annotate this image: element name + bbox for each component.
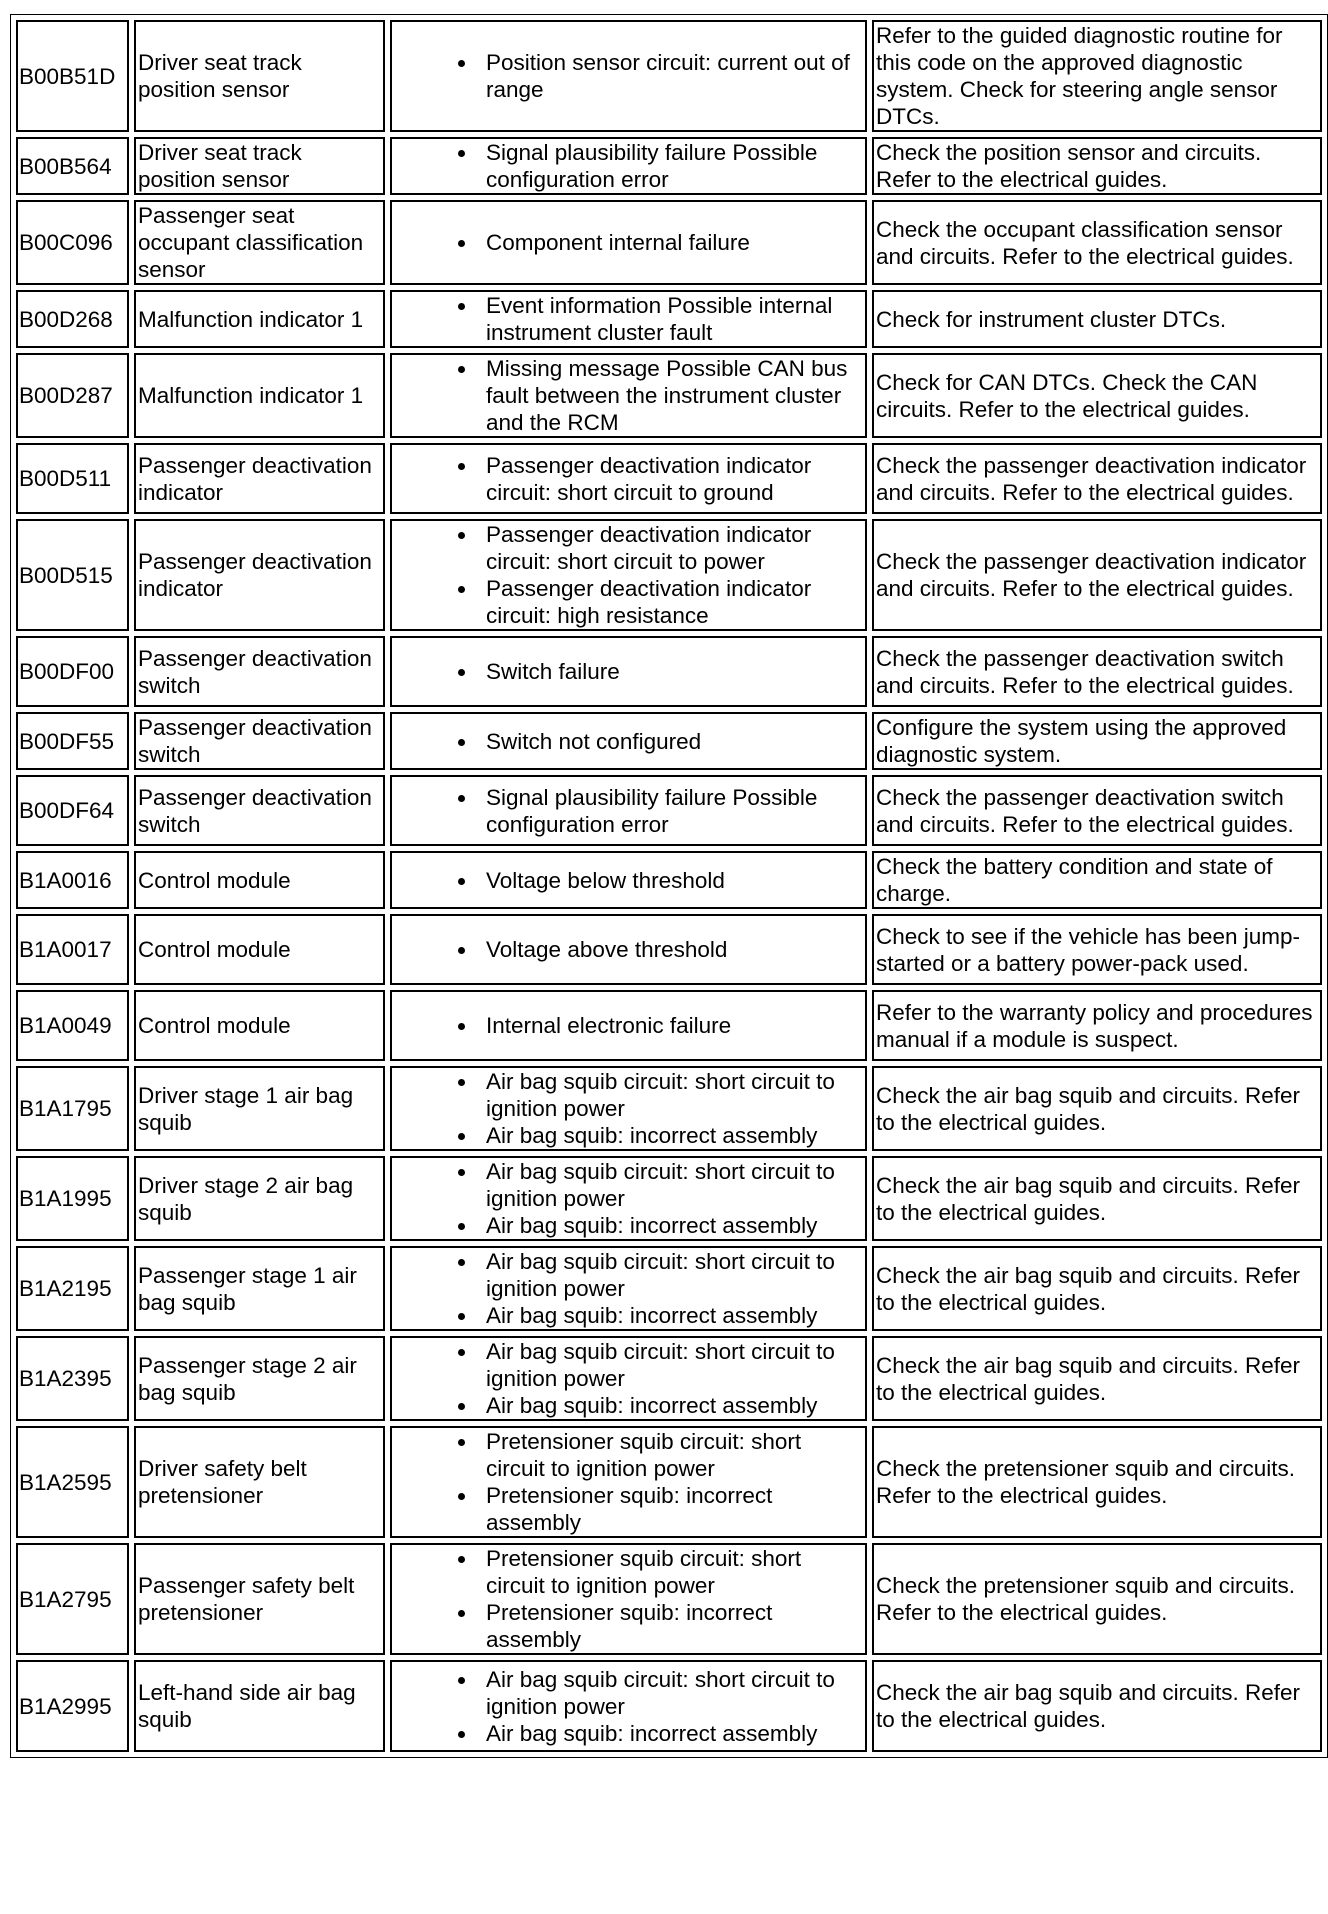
possible-cause-item: • Switch not configured bbox=[478, 728, 863, 755]
action-cell: Check the passenger deactivation indicator and circuits. Refer to the electrical guides. bbox=[872, 443, 1322, 514]
component-cell: Passenger seat occupant classification sensor bbox=[134, 200, 385, 285]
possible-cause-item: • Passenger deactivation indicator circuit: high resistance bbox=[478, 575, 863, 629]
dtc-code-cell: B1A0049 bbox=[16, 990, 129, 1061]
component-cell: Malfunction indicator 1 bbox=[134, 290, 385, 348]
possible-causes-list bbox=[394, 139, 863, 193]
component-cell: Control module bbox=[134, 914, 385, 985]
component-cell: Malfunction indicator 1 bbox=[134, 353, 385, 438]
action-cell: Check the position sensor and circuits. Refer to the electrical guides. bbox=[872, 137, 1322, 195]
dtc-code-cell: B00B564 bbox=[16, 137, 129, 195]
possible-causes-cell bbox=[390, 1156, 867, 1241]
action-cell: Refer to the warranty policy and procedures manual if a module is suspect. bbox=[872, 990, 1322, 1061]
table-row bbox=[16, 1246, 1322, 1331]
possible-causes-cell bbox=[390, 914, 867, 985]
dtc-code-cell: B00DF55 bbox=[16, 712, 129, 770]
possible-cause-item: • Event information Possible internal instrument cluster fault bbox=[478, 292, 863, 346]
action-cell: Check the passenger deactivation switch and circuits. Refer to the electrical guides. bbox=[872, 775, 1322, 846]
component-cell: Driver stage 1 air bag squib bbox=[134, 1066, 385, 1151]
component-cell: Passenger safety belt pretensioner bbox=[134, 1543, 385, 1655]
possible-causes-cell bbox=[390, 712, 867, 770]
table-row bbox=[16, 519, 1322, 631]
possible-causes-list bbox=[394, 452, 863, 506]
possible-cause-item: • Voltage below threshold bbox=[478, 867, 863, 894]
possible-causes-list bbox=[394, 658, 863, 685]
possible-causes-list bbox=[394, 784, 863, 838]
possible-cause-item: • Voltage above threshold bbox=[478, 936, 863, 963]
action-cell: Check the passenger deactivation indicator and circuits. Refer to the electrical guides. bbox=[872, 519, 1322, 631]
possible-causes-list bbox=[394, 229, 863, 256]
component-cell: Passenger deactivation switch bbox=[134, 712, 385, 770]
possible-causes-cell bbox=[390, 636, 867, 707]
possible-causes-cell bbox=[390, 990, 867, 1061]
table-row bbox=[16, 1660, 1322, 1752]
action-cell: Check the air bag squib and circuits. Refer to the electrical guides. bbox=[872, 1660, 1322, 1752]
action-cell: Check the air bag squib and circuits. Refer to the electrical guides. bbox=[872, 1246, 1322, 1331]
dtc-code-cell: B00DF64 bbox=[16, 775, 129, 846]
possible-cause-item: • Air bag squib: incorrect assembly bbox=[478, 1302, 863, 1329]
possible-cause-item: • Air bag squib circuit: short circuit to ignition power bbox=[478, 1248, 863, 1302]
component-cell: Passenger deactivation indicator bbox=[134, 519, 385, 631]
possible-causes-list bbox=[394, 355, 863, 436]
possible-causes-cell bbox=[390, 353, 867, 438]
dtc-code-cell: B00D268 bbox=[16, 290, 129, 348]
possible-causes-list bbox=[394, 1545, 863, 1653]
possible-causes-cell bbox=[390, 519, 867, 631]
possible-causes-list bbox=[394, 1158, 863, 1239]
component-cell: Driver safety belt pretensioner bbox=[134, 1426, 385, 1538]
possible-cause-item: • Pretensioner squib: incorrect assembly bbox=[478, 1599, 863, 1653]
possible-cause-item: • Passenger deactivation indicator circuit: short circuit to ground bbox=[478, 452, 863, 506]
possible-causes-list bbox=[394, 1068, 863, 1149]
action-cell: Check the pretensioner squib and circuits. Refer to the electrical guides. bbox=[872, 1543, 1322, 1655]
possible-cause-item: • Air bag squib circuit: short circuit to ignition power bbox=[478, 1158, 863, 1212]
table-row bbox=[16, 1066, 1322, 1151]
possible-causes-cell bbox=[390, 1426, 867, 1538]
table-row bbox=[16, 851, 1322, 909]
component-cell: Control module bbox=[134, 990, 385, 1061]
component-cell: Left-hand side air bag squib bbox=[134, 1660, 385, 1752]
dtc-code-cell: B1A2995 bbox=[16, 1660, 129, 1752]
table-row bbox=[16, 137, 1322, 195]
table-row bbox=[16, 775, 1322, 846]
component-cell: Passenger stage 2 air bag squib bbox=[134, 1336, 385, 1421]
action-cell: Check for CAN DTCs. Check the CAN circuits. Refer to the electrical guides. bbox=[872, 353, 1322, 438]
dtc-code-cell: B1A0017 bbox=[16, 914, 129, 985]
action-cell: Refer to the guided diagnostic routine for this code on the approved diagnostic system. Check for steering angle sensor DTCs. bbox=[872, 20, 1322, 132]
possible-cause-item: • Air bag squib: incorrect assembly bbox=[478, 1122, 863, 1149]
possible-causes-list bbox=[394, 1248, 863, 1329]
table-row bbox=[16, 1543, 1322, 1655]
action-cell: Configure the system using the approved diagnostic system. bbox=[872, 712, 1322, 770]
possible-causes-list bbox=[394, 49, 863, 103]
possible-causes-list bbox=[394, 1666, 863, 1747]
component-cell: Passenger deactivation switch bbox=[134, 636, 385, 707]
dtc-table bbox=[10, 14, 1328, 1758]
action-cell: Check the battery condition and state of charge. bbox=[872, 851, 1322, 909]
component-cell: Passenger deactivation switch bbox=[134, 775, 385, 846]
possible-cause-item: • Position sensor circuit: current out of range bbox=[478, 49, 863, 103]
dtc-code-cell: B00DF00 bbox=[16, 636, 129, 707]
table-row bbox=[16, 1336, 1322, 1421]
dtc-code-cell: B00C096 bbox=[16, 200, 129, 285]
table-row bbox=[16, 636, 1322, 707]
table-row bbox=[16, 443, 1322, 514]
action-cell: Check the air bag squib and circuits. Refer to the electrical guides. bbox=[872, 1336, 1322, 1421]
dtc-code-cell: B1A2395 bbox=[16, 1336, 129, 1421]
dtc-code-cell: B00D515 bbox=[16, 519, 129, 631]
possible-causes-cell bbox=[390, 1543, 867, 1655]
component-cell: Passenger deactivation indicator bbox=[134, 443, 385, 514]
possible-causes-list bbox=[394, 1428, 863, 1536]
possible-cause-item: • Passenger deactivation indicator circuit: short circuit to power bbox=[478, 521, 863, 575]
dtc-table-body bbox=[16, 20, 1322, 1752]
possible-cause-item: • Switch failure bbox=[478, 658, 863, 685]
possible-causes-cell bbox=[390, 1336, 867, 1421]
possible-cause-item: • Air bag squib: incorrect assembly bbox=[478, 1720, 863, 1747]
possible-cause-item: • Signal plausibility failure Possible configuration error bbox=[478, 784, 863, 838]
possible-causes-cell bbox=[390, 200, 867, 285]
possible-causes-list bbox=[394, 867, 863, 894]
possible-causes-cell bbox=[390, 20, 867, 132]
dtc-code-cell: B00B51D bbox=[16, 20, 129, 132]
dtc-code-cell: B1A1795 bbox=[16, 1066, 129, 1151]
action-cell: Check for instrument cluster DTCs. bbox=[872, 290, 1322, 348]
dtc-code-cell: B00D511 bbox=[16, 443, 129, 514]
possible-cause-item: • Internal electronic failure bbox=[478, 1012, 863, 1039]
component-cell: Control module bbox=[134, 851, 385, 909]
possible-cause-item: • Air bag squib: incorrect assembly bbox=[478, 1392, 863, 1419]
possible-cause-item: • Pretensioner squib: incorrect assembly bbox=[478, 1482, 863, 1536]
component-cell: Driver seat track position sensor bbox=[134, 137, 385, 195]
possible-cause-item: • Pretensioner squib circuit: short circuit to ignition power bbox=[478, 1428, 863, 1482]
dtc-code-cell: B1A2595 bbox=[16, 1426, 129, 1538]
possible-causes-list bbox=[394, 936, 863, 963]
possible-causes-list bbox=[394, 1012, 863, 1039]
possible-cause-item: • Component internal failure bbox=[478, 229, 863, 256]
table-row bbox=[16, 353, 1322, 438]
possible-cause-item: • Pretensioner squib circuit: short circuit to ignition power bbox=[478, 1545, 863, 1599]
dtc-code-cell: B1A2795 bbox=[16, 1543, 129, 1655]
dtc-code-cell: B00D287 bbox=[16, 353, 129, 438]
possible-causes-list bbox=[394, 728, 863, 755]
possible-causes-list bbox=[394, 1338, 863, 1419]
possible-causes-list bbox=[394, 521, 863, 629]
possible-causes-cell bbox=[390, 851, 867, 909]
possible-causes-list bbox=[394, 292, 863, 346]
action-cell: Check the air bag squib and circuits. Refer to the electrical guides. bbox=[872, 1066, 1322, 1151]
possible-causes-cell bbox=[390, 443, 867, 514]
action-cell: Check to see if the vehicle has been jump-started or a battery power-pack used. bbox=[872, 914, 1322, 985]
possible-cause-item: • Missing message Possible CAN bus fault between the instrument cluster and the RCM bbox=[478, 355, 863, 436]
possible-cause-item: • Air bag squib circuit: short circuit to ignition power bbox=[478, 1068, 863, 1122]
action-cell: Check the air bag squib and circuits. Refer to the electrical guides. bbox=[872, 1156, 1322, 1241]
possible-causes-cell bbox=[390, 775, 867, 846]
table-row bbox=[16, 712, 1322, 770]
possible-causes-cell bbox=[390, 1660, 867, 1752]
possible-causes-cell bbox=[390, 290, 867, 348]
component-cell: Driver seat track position sensor bbox=[134, 20, 385, 132]
table-row bbox=[16, 1156, 1322, 1241]
table-row bbox=[16, 20, 1322, 132]
possible-causes-cell bbox=[390, 1246, 867, 1331]
component-cell: Passenger stage 1 air bag squib bbox=[134, 1246, 385, 1331]
possible-cause-item: • Air bag squib circuit: short circuit to ignition power bbox=[478, 1666, 863, 1720]
action-cell: Check the pretensioner squib and circuits. Refer to the electrical guides. bbox=[872, 1426, 1322, 1538]
dtc-code-cell: B1A2195 bbox=[16, 1246, 129, 1331]
possible-cause-item: • Signal plausibility failure Possible configuration error bbox=[478, 139, 863, 193]
action-cell: Check the occupant classification sensor and circuits. Refer to the electrical guides. bbox=[872, 200, 1322, 285]
action-cell: Check the passenger deactivation switch and circuits. Refer to the electrical guides. bbox=[872, 636, 1322, 707]
dtc-code-cell: B1A0016 bbox=[16, 851, 129, 909]
table-row bbox=[16, 1426, 1322, 1538]
table-row bbox=[16, 914, 1322, 985]
dtc-code-cell: B1A1995 bbox=[16, 1156, 129, 1241]
possible-cause-item: • Air bag squib circuit: short circuit to ignition power bbox=[478, 1338, 863, 1392]
possible-cause-item: • Air bag squib: incorrect assembly bbox=[478, 1212, 863, 1239]
table-row bbox=[16, 290, 1322, 348]
table-row bbox=[16, 200, 1322, 285]
possible-causes-cell bbox=[390, 1066, 867, 1151]
component-cell: Driver stage 2 air bag squib bbox=[134, 1156, 385, 1241]
table-row bbox=[16, 990, 1322, 1061]
possible-causes-cell bbox=[390, 137, 867, 195]
